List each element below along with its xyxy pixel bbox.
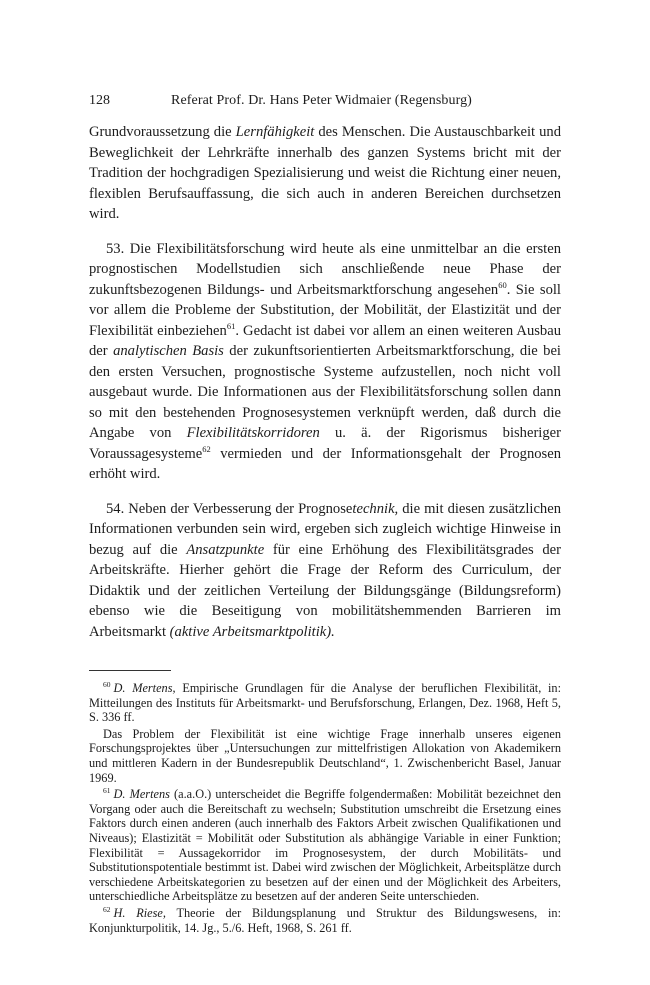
footnote-author: D. Mertens, bbox=[113, 681, 176, 695]
emphasis-lernfaehigkeit: Lernfähigkeit bbox=[235, 124, 315, 140]
text-run: vermieden und der Informationsgehalt der Prognosen erhöht wird. bbox=[89, 445, 561, 482]
text-run: Grundvoraussetzung die bbox=[89, 124, 236, 140]
footnote-text: Theorie der Bildungsplanung und Struktur des Bildungswesens, in: Konjunkturpolitik, 14. Jg., 5./6. Heft, 1968, S. 261 ff. bbox=[89, 905, 561, 935]
page-number: 128 bbox=[89, 93, 110, 108]
text-run: für eine Erhöhung des Flexibilitätsgrades der Arbeitskräfte. Hierher gehört die Frage der Reform des Curriculum, der Didaktik und der zeitlichen Verteilung der Bildungsgänge (Bildungsreform) ebenso wie die Beseitigung von mobilitätshemmenden Barrieren im Arbeitsmarkt bbox=[89, 541, 561, 640]
emphasis-flexibilitaetskorridoren: Flexibilitätskorridoren bbox=[186, 425, 320, 441]
text-run: . Sie soll vor allem die Probleme der Substitution, der Mobilität, der Elastizität und der Flexibilität einbeziehen bbox=[89, 281, 561, 339]
body-text bbox=[89, 122, 561, 642]
text-run: 54. Neben der Verbesserung der Prognose bbox=[106, 500, 353, 517]
text-run: des Menschen. Die Austauschbarkeit und Beweglichkeit der Lehrkräfte innerhalb des ganzen Systems bricht mit der Tradition der hochgradigen Spezialisierung und weist die Richtung einer neuen, flexiblen Berufsauffassung, die sich auch in anderen Bereichen durchsetzen wird. bbox=[89, 124, 562, 222]
footnote-number: 61 bbox=[103, 786, 111, 796]
book-page bbox=[89, 92, 561, 935]
footnote-62 bbox=[89, 906, 561, 935]
footnote-text: Das Problem der Flexibilität ist eine wichtige Frage innerhalb unseres eigenen Forschungsprojektes über „Untersuchungen zur mittelfristigen Allokation von Akademikern und mittleren Kadern in der Bundesrepublik Deutschland“, 1. Zwischenbericht Basel, Januar 1969. bbox=[89, 726, 561, 785]
text-run: der zukunftsorientierten Arbeitsmarktforschung, die bei den ersten Versuchen, prognostische Systeme aufzustellen, noch nicht voll ausgebaut wurde. Die Informationen aus der Flexibilitätsforschung sollen dann so mit den bestehenden Prognosesystemen verknüpft werden, daß durch die Angabe von bbox=[89, 343, 561, 441]
footnote-61 bbox=[89, 787, 561, 904]
emphasis-analytischen-basis: analytischen Basis bbox=[113, 343, 224, 359]
footnotes bbox=[89, 681, 561, 935]
footnote-author: D. Mertens bbox=[113, 787, 170, 802]
footnote-ref-62[interactable]: 62 bbox=[202, 443, 211, 454]
footnote-separator bbox=[89, 670, 171, 671]
footnote-ref-61[interactable]: 61 bbox=[226, 320, 236, 331]
footnote-60-continued bbox=[89, 727, 561, 785]
text-run: u. ä. der Rigorismus bisheriger Voraussagesysteme bbox=[89, 425, 561, 462]
text-run: 53. Die Flexibilitätsforschung wird heute als eine unmittelbar an die ersten prognostischen Modellstudien sich anschließende neue Phase der zukunftsbezogenen Bildungs- und Arbeitsmarktforschung angesehen bbox=[89, 240, 561, 298]
text-run: . Gedacht ist dabei vor allem an einen weiteren Ausbau der bbox=[89, 322, 561, 359]
footnote-number: 62 bbox=[103, 904, 111, 914]
footnote-text: Empirische Grundlagen für die Analyse der beruflichen Flexibilität, in: Mitteilungen des Instituts für Arbeitsmarkt- und Berufsforschung, Erlangen, Dez. 1968, Heft 5, S. 336 ff. bbox=[89, 681, 561, 725]
footnote-ref-60[interactable]: 60 bbox=[498, 279, 507, 290]
emphasis-technik: technik, bbox=[352, 500, 399, 517]
emphasis-ansatzpunkte: Ansatzpunkte bbox=[186, 541, 265, 558]
footnote-number: 60 bbox=[103, 679, 111, 689]
text-run: die mit diesen zusätzlichen Informationen verbunden sein wird, ergeben sich zugleich wichtige Hinweise in bezug auf die bbox=[89, 500, 561, 558]
emphasis-aktive-arbeitsmarktpolitik: (aktive Arbeitsmarktpolitik). bbox=[169, 623, 335, 640]
footnote-author: H. Riese, bbox=[113, 905, 166, 920]
paragraph-54 bbox=[89, 499, 561, 643]
footnote-text: (a.a.O.) unterscheidet die Begriffe folgendermaßen: Mobilität bezeichnet den Vorgang oder auch die Bereitschaft zu wechseln; Substitution umschreibt die Ersetzung eines Faktors durch einen anderen (auch innerhalb des Faktors Arbeit zwischen Qualifikationen und Niveaus); Elastizität = Mobilität oder Substitution als abhängige Variable in einer Funktion; Flexibilität = Aussagekorridor im Prognosesystem, der durch Mobilitäts- und Substitutionspotentiale bestimmt ist. Dabei wird zwischen der Möglichkeit, Arbeitsplätze durch verschiedene Arbeitskategorien zu besetzen auf der einen und der Möglichkeit des Arbeiters, unterschiedliche Arbeitsplätze zu besetzen auf der anderen Seite unterschieden. bbox=[89, 787, 562, 904]
running-head bbox=[89, 92, 561, 110]
footnote-60 bbox=[89, 681, 561, 725]
paragraph-53 bbox=[89, 239, 561, 485]
paragraph-continuation bbox=[89, 122, 561, 225]
running-head-title: Referat Prof. Dr. Hans Peter Widmaier (Regensburg) bbox=[171, 93, 472, 108]
